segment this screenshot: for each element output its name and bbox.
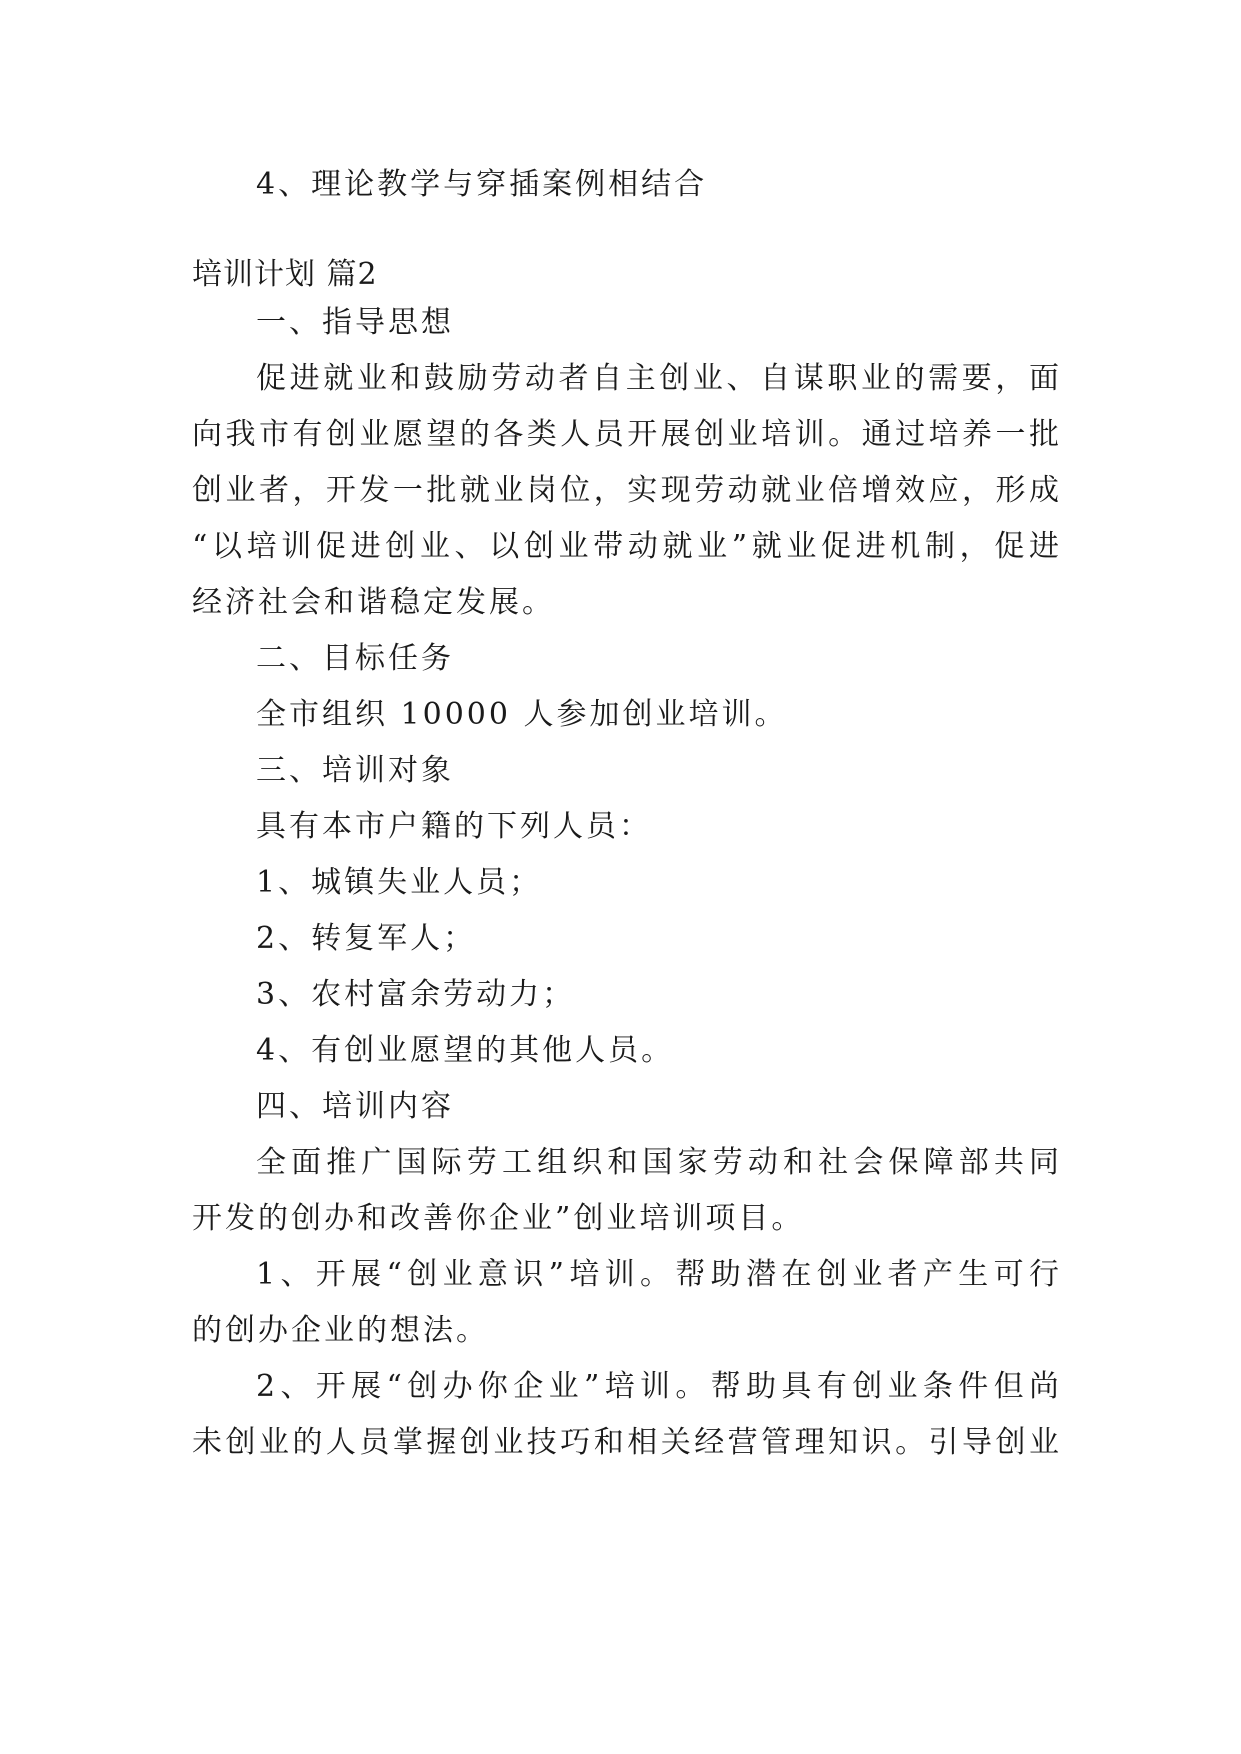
section-heading: 一、指导思想 [256, 305, 454, 340]
paragraph-line: 创业者，开发一批就业岗位，实现劳动就业倍增效应，形成 [192, 473, 1062, 508]
paragraph-line: 全面推广国际劳工组织和国家劳动和社会保障部共同 [256, 1145, 1062, 1180]
list-item: 4、有创业愿望的其他人员。 [256, 1033, 675, 1068]
paragraph-line: 经济社会和谐稳定发展。 [192, 585, 555, 620]
section-heading: 四、培训内容 [256, 1089, 454, 1124]
paragraph-line: 的创办企业的想法。 [192, 1313, 489, 1348]
paragraph-line: “以培训促进创业、以创业带动就业”就业促进机制，促进 [192, 529, 1062, 564]
list-item: 3、农村富余劳动力； [256, 977, 576, 1012]
section-heading: 三、培训对象 [256, 753, 454, 788]
paragraph-line: 开发的创办和改善你企业”创业培训项目。 [192, 1201, 805, 1236]
paragraph-line: 全市组织 10000 人参加创业培训。 [256, 697, 788, 732]
list-item: 2、开展“创办你企业”培训。帮助具有创业条件但尚 [256, 1369, 1062, 1404]
list-item: 2、转复军人； [256, 921, 477, 956]
section-title: 培训计划 篇2 [192, 257, 378, 292]
paragraph-line: 向我市有创业愿望的各类人员开展创业培训。通过培养一批 [192, 417, 1062, 452]
list-item: 4、理论教学与穿插案例相结合 [256, 167, 708, 202]
paragraph-line: 具有本市户籍的下列人员： [256, 809, 652, 844]
list-item: 1、开展“创业意识”培训。帮助潜在创业者产生可行 [256, 1257, 1062, 1292]
paragraph-line: 未创业的人员掌握创业技巧和相关经营管理知识。引导创业 [192, 1425, 1062, 1460]
list-item: 1、城镇失业人员； [256, 865, 543, 900]
paragraph-line: 促进就业和鼓励劳动者自主创业、自谋职业的需要，面 [256, 361, 1062, 396]
section-heading: 二、目标任务 [256, 641, 454, 676]
